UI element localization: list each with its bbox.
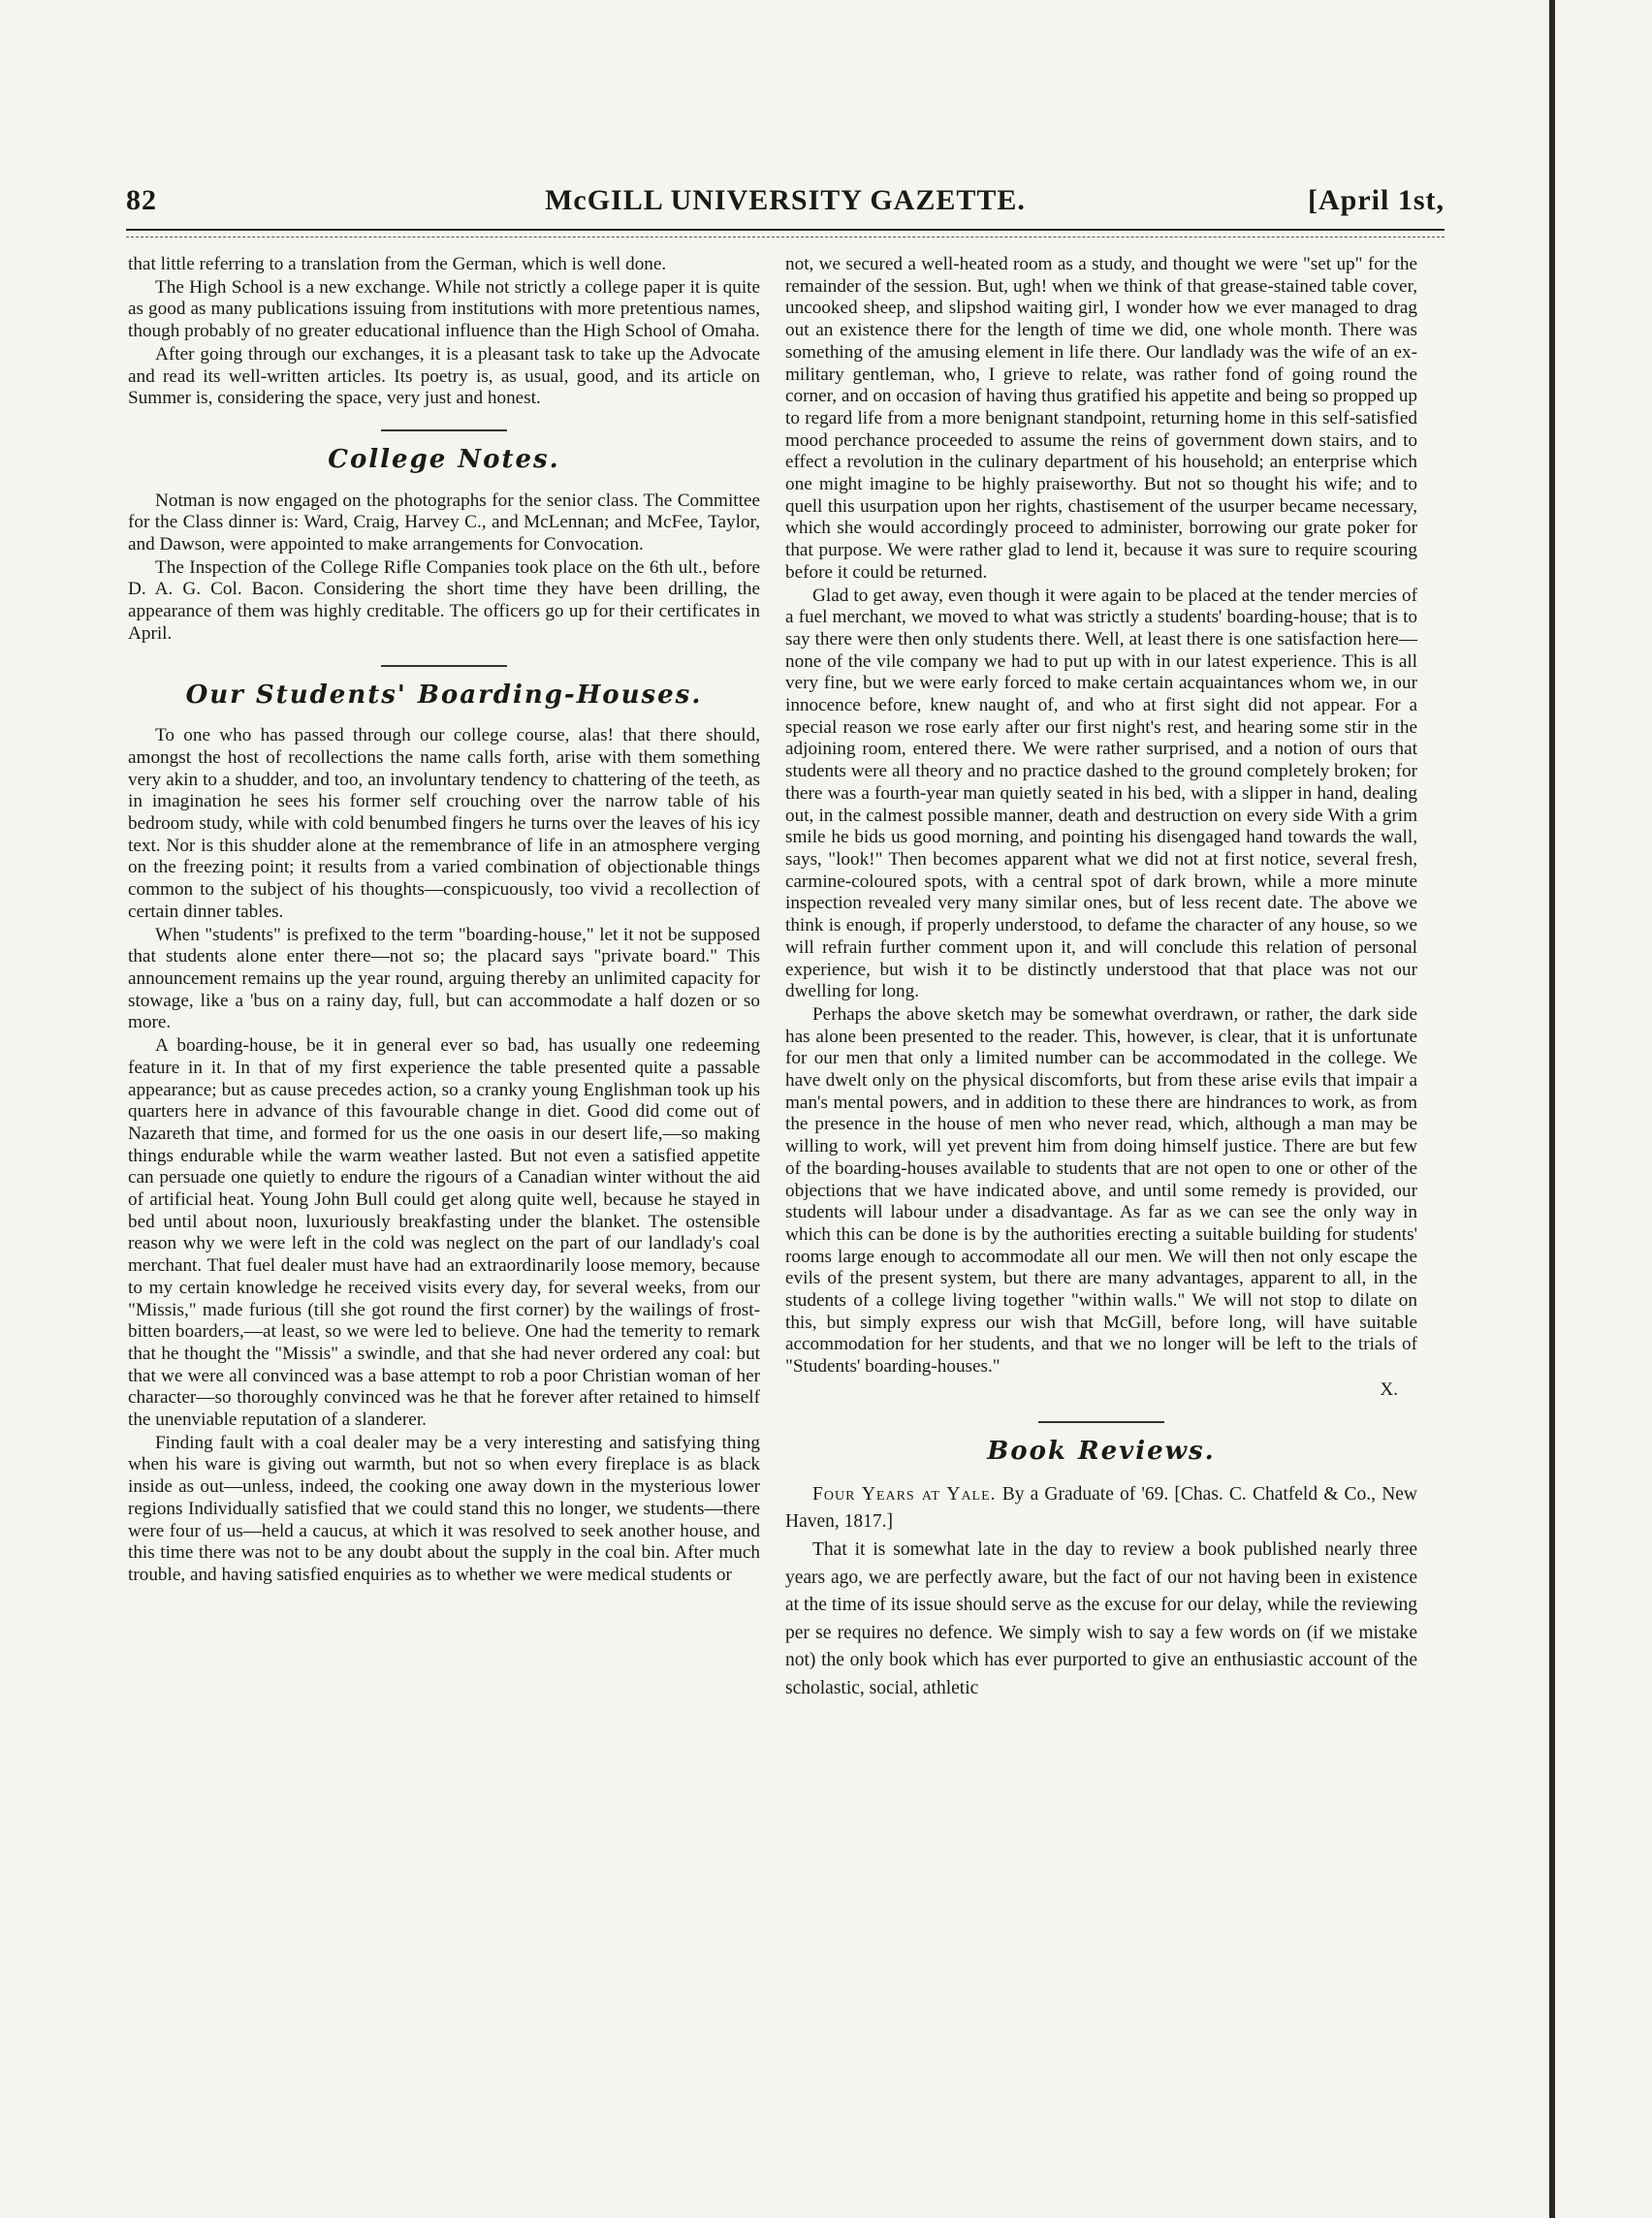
boarding-houses-heading: Our Students' Boarding-Houses.	[185, 680, 703, 710]
section-divider	[1038, 1421, 1164, 1423]
section-divider	[381, 665, 507, 667]
article-paragraph: Glad to get away, even though it were again to be placed at the tender mercies of a fuel merchant, we moved to what was strictly a students' boarding-house; that is to say there were then only students there. Well, at least there is one satisfaction here—none of the vile company we had to put up with in our latest experience. This is all very fine, but we were early forced to make certain acquaintances whom we, in our innocence before, knew naught of, and who at first sight did not appear. For a special reason we rose early after our first night's rest, and hearing some stir in the adjoining room, entered there. We were rather surprised, and a notion of ours that students were all theory and no practice dashed to the ground completely broken; for there was a fourth-year man quietly seated in his bed, with a slipper in hand, dealing out, in the calmest possible manner, death and destruction on every side With a grim smile he bids us good morning, and pointing his disengaged hand towards the wall, says, "look!" Then becomes apparent what we did not at first notice, several fresh, carmine-coloured spots, with a central spot of dark brown, while a more minute inspection revealed very many similar ones, but of less recent date. The above we think is enough, if properly understood, to defame the character of any house, so we will refrain further comment upon it, and will conclude this relation of personal experience, but wish it to be distinctly understood that that place was not our dwelling for long.	[785, 585, 1417, 1002]
college-notes-heading: College Notes.	[328, 444, 560, 474]
book-citation	[785, 1481, 1417, 1536]
right-column	[785, 254, 1417, 1703]
section-divider	[381, 429, 507, 431]
exchanges-paragraph: that little referring to a translation from the German, which is well done.	[128, 254, 667, 274]
issue-date: [April 1st,	[1308, 184, 1445, 216]
article-paragraph: When "students" is prefixed to the term "boarding-house," let it not be supposed that students alone enter there—not so; the placard says "private board." This announcement remains up the year round, arguing thereby an unlimited capacity for stowage, like a 'bus on a rainy day, full, but can accommodate a half dozen or so more.	[128, 924, 760, 1033]
page-header	[126, 184, 1445, 231]
college-notes-paragraph: The Inspection of the College Rifle Companies took place on the 6th ult., before D. A. G. Col. Bacon. Considering the short time they have been drilling, the appearance of them was highly creditable. The officers go up for their certificates in April.	[128, 556, 760, 644]
left-column	[128, 254, 760, 1588]
review-paragraph: That it is somewhat late in the day to review a book published nearly three years ago, we are perfectly aware, but the fact of our not having been in existence at the time of its issue should serve as the excuse for our delay, while the reviewing per se requires no defence. We simply wish to say a few words on (if we mistake not) the only book which has ever purported to give an enthusiastic account of the scholastic, social, athletic	[785, 1539, 1417, 1698]
article-paragraph: To one who has passed through our college course, alas! that there should, amongst the host of recollections the name calls forth, arise with them something very akin to a shudder, and too, an involuntary tendency to chattering of the teeth, as in imagination he sees his former self crouching over the narrow table of his bedroom study, while with cold benumbed fingers he turns over the leaves of his icy text. Nor is this shudder alone at the remembrance of life in an atmosphere verging on the freezing point; it results from a varied combination of objectionable things common to the subject of his thoughts—conspicuously, too vivid a recollection of certain dinner tables.	[128, 725, 760, 922]
article-paragraph: Finding fault with a coal dealer may be a very interesting and satisfying thing when his ware is giving out warmth, but not so when every fireplace is as black inside as out—unless, indeed, the cooking one away down in the mysterious lower regions Individually satisfied that we could stand this no longer, we students—there were four of us—held a caucus, at which it was resolved to seek another house, and this time there was not to be any doubt about the supply in the coal bin. After much trouble, and having satisfied enquiries as to whether we were medical students or	[128, 1432, 760, 1585]
publication-title: McGILL UNIVERSITY GAZETTE.	[545, 184, 1026, 216]
book-meta: By a Graduate of '69. [Chas. C. Chatfeld & Co., New Haven, 1817.]	[785, 1484, 1418, 1533]
page-number: 82	[126, 184, 157, 216]
article-paragraph: not, we secured a well-heated room as a study, and thought we were "set up" for the remainder of the session. But, ugh! when we think of that grease-stained table cover, uncooked sheep, and slipshod waiting girl, I wonder how we ever managed to drag out an existence there for the length of time we did, one whole month. There was something of the amusing element in life there. Our landlady was the wife of an ex-military gentleman, who, I grieve to relate, was rather fond of going round the corner, and on occasion of having thus gratified his appetite and being so propped up to regard life from a more benignant standpoint, returning home in this self-satisfied mood perchance proceeded to assume the reins of government down stairs, and to effect a revolution in the culinary department of his household; an enterprise which one might imagine to be highly praiseworthy. But not so thought his wife; and to quell this usurpation upon her rights, chastisement of the usurper became necessary, which she would accordingly proceed to administer, borrowing our grate poker for that purpose. We were rather glad to lend it, because it was sure to require scouring before it could be returned.	[785, 254, 1417, 583]
page-edge-shadow	[1549, 0, 1555, 2218]
gazette-page	[116, 165, 1445, 2152]
exchanges-paragraph: After going through our exchanges, it is a pleasant task to take up the Advocate and read its well-written articles. Its poetry is, as usual, good, and its article on Summer is, considering the space, very just and honest.	[128, 343, 760, 409]
college-notes-paragraph: Notman is now engaged on the photographs for the senior class. The Committee for the Class dinner is: Ward, Craig, Harvey C., and McLennan; and McFee, Taylor, and Dawson, were appointed to make arrangements for Convocation.	[128, 490, 760, 555]
header-rule	[126, 229, 1445, 238]
article-paragraph: A boarding-house, be it in general ever so bad, has usually one redeeming feature in it. In that of my first experience the table presented quite a passable appearance; but as cause precedes action, so a cranky young Englishman took up his quarters here in advance of this favourable change in diet. Good did come out of Nazareth that time, and formed for us the one oasis in our desert life,—so making things endurable while the warm weather lasted. But not even a satisfied appetite can persuade one quietly to endure the rigours of a Canadian winter without the aid of artificial heat. Young John Bull could get along quite well, because he stayed in bed until about noon, luxuriously breakfasting under the blanket. The ostensible reason why we were left in the cold was neglect on the part of our landlady's coal merchant. That fuel dealer must have had an extraordinarily loose memory, because to my certain knowledge he received visits every day, for several weeks, from our "Missis," made furious (till she got round the first corner) by the wailings of frost-bitten boarders,—at least, so we were led to believe. One had the temerity to remark that he thought the "Missis" a swindle, and that she had never ordered any coal: but that we were all convinced was a base attempt to rob a poor Christian woman of her character—so thoroughly convinced was he that he forever after retained to himself the unenviable reputation of a slanderer.	[128, 1035, 760, 1431]
book-reviews-heading: Book Reviews.	[987, 1436, 1216, 1466]
article-paragraph: Perhaps the above sketch may be somewhat overdrawn, or rather, the dark side has alone been presented to the reader. This, however, is clear, that it is unfortunate for our men that only a limited number can be accommodated in the college. We have dwelt only on the physical discomforts, but from these arise evils that impair a man's mental powers, and in addition to these there are hindrances to work, as from the presence in the house of men who never read, which, although a man may be willing to work, will yet prevent him from doing himself justice. There are but few of the boarding-houses available to students that are not open to one or other of the objections that we have indicated above, and until some remedy is provided, our students will labour under a disadvantage. As far as we can see the only way in which this can be done is by the authorities erecting a suitable building for students' rooms large enough to accommodate all our men. We will then not only escape the evils of the present system, but there are many advantages, apparent to all, in the students of a college living together "within walls." We will not stop to dilate on this, but simply express our wish that McGill, before long, will have suitable accommodation for her students, and that we no longer will be left to the trials of "Students' boarding-houses."	[785, 1003, 1417, 1378]
article-signature: X.	[1380, 1378, 1398, 1400]
exchanges-paragraph: The High School is a new exchange. While not strictly a college paper it is quite as good as many publications issuing from institutions with more pretentious names, though probably of no greater educational influence than the High School of Omaha.	[128, 276, 760, 342]
book-title: Four Years at Yale.	[812, 1484, 997, 1505]
